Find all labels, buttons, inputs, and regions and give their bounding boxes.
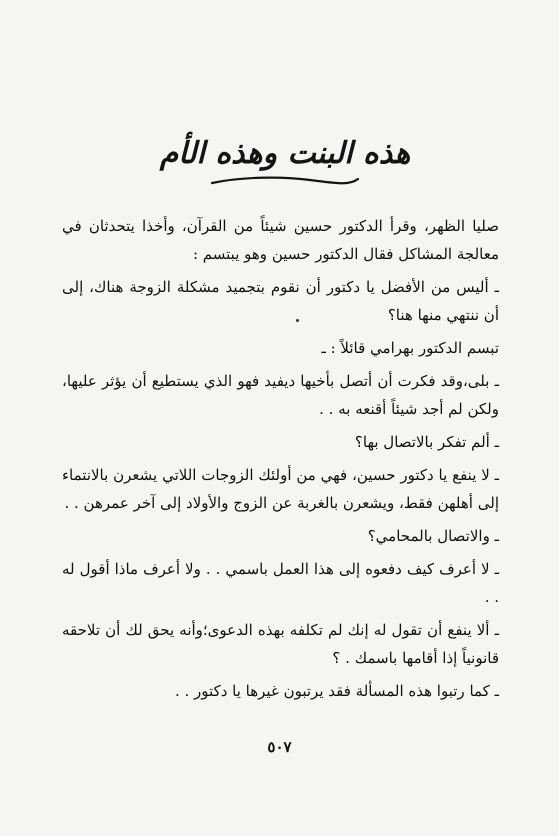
paragraph: ـ كما رتبوا هذه المسألة فقد يرتبون غيرها يا دكتور . . <box>174 682 499 700</box>
chapter-heading <box>150 130 420 190</box>
body-text <box>62 212 499 710</box>
paragraph: ـ ألا ينفع أن تقول له إنك لم تكلفه بهذه الدعوى؛وأنه يحق لك أن تلاحقه قانونياً إذا أقامها باسمك . ؟ <box>62 621 499 667</box>
chapter-title: هذه البنت وهذه الأم <box>159 136 411 171</box>
margin-mark <box>296 319 299 322</box>
paragraph: ـ بلى،وقد فكرت أن أتصل بأخيها ديفيد فهو الذي يستطيع أن يؤثر عليها، ولكن لم أجد شيئاً أقنعه به . . <box>62 372 499 418</box>
paragraph: صليا الظهر، وقرأ الدكتور حسين شيئاً من القرآن، وأخذا يتحدثان في معالجة المشاكل فقال الدكتور حسين وهو يبتسم : <box>62 217 499 263</box>
paragraph: ـ أليس من الأفضل يا دكتور أن نقوم بتجميد مشكلة الزوجة هناك، إلى أن ننتهي منها هنا؟ <box>62 278 499 324</box>
paragraph: ـ ألم تفكر بالاتصال بها؟ <box>354 433 499 451</box>
paragraph: ـ والاتصال بالمحامي؟ <box>367 527 499 545</box>
page-number: ٥٠٧ <box>267 738 292 756</box>
title-swash-ornament <box>210 174 360 188</box>
paragraph: ـ لا ينفع يا دكتور حسين، فهي من أولئك الزوجات اللاتي يشعرن بالانتماء إلى أهلهن فقط، ويشعرن بالغربة عن الزوج والأولاد إلى آخر عمرهن . . <box>62 466 499 512</box>
paragraph: تبسم الدكتور بهرامي قائلاً : ـ <box>321 339 499 357</box>
paragraph: ـ لا أعرف كيف دفعوه إلى هذا العمل باسمي . . ولا أعرف ماذا أقول له . . <box>62 560 499 606</box>
